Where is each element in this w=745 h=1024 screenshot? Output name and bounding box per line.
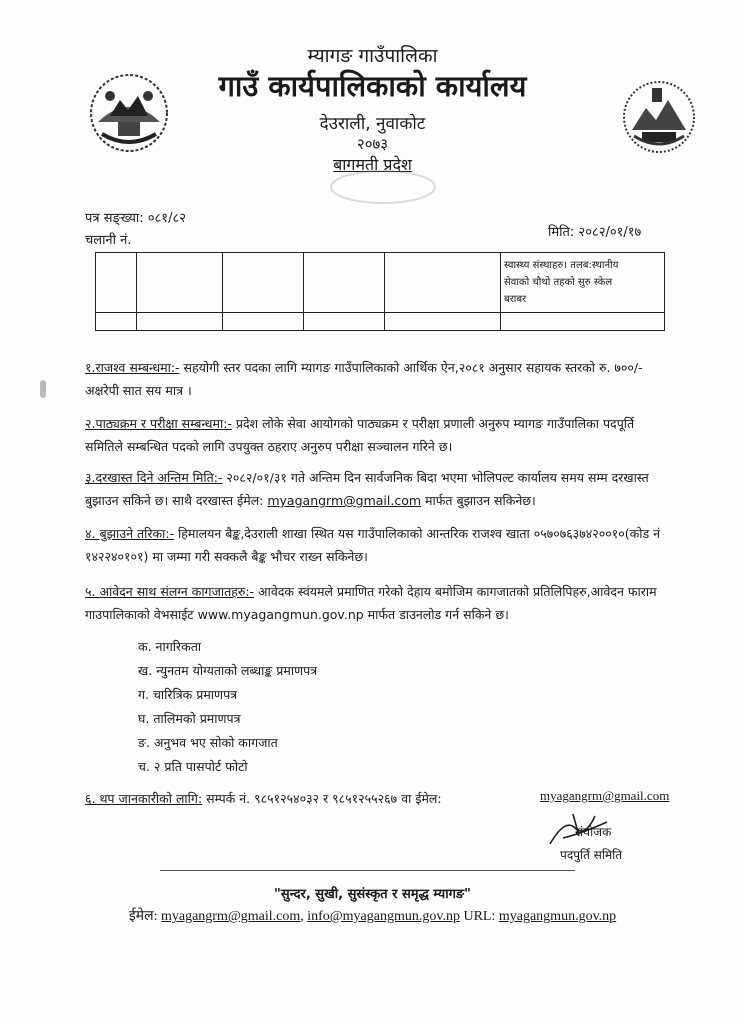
footer-info-email-link[interactable]: info@myagangmun.gov.np: [307, 909, 460, 924]
section-label: ५. आवेदन साथ संलग्न कागजातहरु:-: [85, 584, 255, 599]
contact-email-link[interactable]: myagangrm@gmail.com: [540, 788, 670, 803]
list-item: क. नागरिकता: [138, 639, 202, 654]
section-label: ४. बुझाउने तरिका:-: [85, 526, 175, 541]
dispatch-number: चलानी नं.: [85, 233, 132, 248]
application-email-link[interactable]: myagangrm@gmail.com: [267, 493, 422, 508]
list-item: ग. चारित्रिक प्रमाणपत्र: [138, 687, 238, 702]
table-cell-remarks: स्वास्थ्य संस्थाहरु। तलब:स्थानीय सेवाको चौथो तहको सुरु स्केल बराबर: [501, 253, 665, 313]
section-label: २.पाठ्यक्रम र परीक्षा सम्बन्धमा:-: [85, 416, 232, 431]
letter-date: मिति: २०८२/०१/१७: [548, 225, 642, 240]
document-list: [138, 638, 317, 782]
province-name: बागमती प्रदेश: [333, 155, 412, 174]
office-address: देउराली, नुवाकोट: [319, 114, 426, 134]
establishment-year: २०७३: [356, 135, 389, 153]
position-table: [95, 252, 665, 331]
municipality-name: म्यागङ गाउँपालिका: [307, 45, 438, 67]
footer-website-link[interactable]: myagangmun.gov.np: [498, 909, 617, 924]
signatory-committee: पदपुर्ति समिति: [560, 848, 623, 862]
list-item: घ. तालिमको प्रमाणपत्र: [138, 711, 241, 726]
office-title: गाउँ कार्यपालिकाको कार्यालय: [218, 69, 527, 103]
list-item: ख. न्युनतम योग्यताको लब्धाङ्क प्रमाणपत्र: [138, 663, 318, 678]
section-syllabus: २.पाठ्यक्रम र परीक्षा सम्बन्धमा:- प्रदेश लोके सेवा आयोगको पाठ्यक्रम र परीक्षा प्रणाली अनुरुप म्यागङ गाउँपालिका पदपूर्ति समितिले सम्बन्धित पदको लागि उपयुक्त ठहराए अनुरुप परीक्षा सञ्चालन गरिने छ।: [85, 416, 635, 454]
signatory-role: संयोजक: [575, 825, 612, 839]
section-label: ३.दरखास्त दिने अन्तिम मिति:-: [85, 470, 223, 485]
office-stamp: [328, 168, 438, 206]
letter-number: पत्र सङ्ख्या: ०८१/८२: [85, 211, 186, 226]
list-item: च. २ प्रति पासपोर्ट फोटो: [138, 759, 248, 774]
footer-divider: [160, 870, 575, 871]
section-revenue: १.राजश्व सम्बन्धमा:- सहयोगी स्तर पदका लागि म्यागङ गाउँपालिकाको आर्थिक ऐन,२०८१ अनुसार सहायक स्तरको रु. ७००/- अक्षरेपी सात सय मात्र ।: [85, 360, 643, 398]
section-label: ६. थप जानकारीको लागि:: [85, 791, 203, 806]
footer-slogan: "सुन्दर, सुखी, सुसंस्कृत र समृद्ध म्यागङ": [274, 887, 471, 902]
section-contact: ६. थप जानकारीको लागि: सम्पर्क नं. ९८५१२५४०३२ र ९८५१२५५२६७ वा ईमेल:: [85, 791, 442, 806]
footer-contact: ईमेल: myagangrm@gmail.com, info@myagangmun.gov.np URL: myagangmun.gov.np: [128, 909, 617, 924]
section-label: १.राजश्व सम्बन्धमा:-: [85, 360, 180, 375]
list-item: ङ. अनुभव भए सोको कागजात: [138, 735, 278, 750]
scan-punch-mark: [40, 380, 46, 398]
footer-email-link[interactable]: myagangrm@gmail.com: [160, 909, 301, 924]
section-payment: ४. बुझाउने तरिका:- हिमालयन बैङ्क,देउराली शाखा स्थित यस गाउँपालिकाको आन्तरिक राजश्व खाता ०५७०७६३७४२००१०(कोड नं १४२२४०१०१) मा जम्मा गरी सक्कलै बैङ्क भौचर राख्न सकिनेछ।: [85, 526, 661, 564]
section-attachments: ५. आवेदन साथ संलग्न कागजातहरु:- आवेदक स्वंयमले प्रमाणित गरेको देहाय बमोजिम कागजातको प्रतिलिपिहरु,आवेदन फाराम गाउपालिकाको वेभसाईट www.myagangmun.gov.np मार्फत डाउनलोड गर्न सकिने छ।: [85, 584, 657, 622]
section-deadline: ३.दरखास्त दिने अन्तिम मिति:- २०८२/०१/३१ गते अन्तिम दिन सार्वजनिक बिदा भएमा भोलिपल्ट कार्यालय समय सम्म दरखास्त बुझाउन सकिने छ। साथै दरखास्त ईमेल: myagangrm@gmail.com मार्फत बुझाउन सकिनेछ।: [85, 470, 649, 508]
